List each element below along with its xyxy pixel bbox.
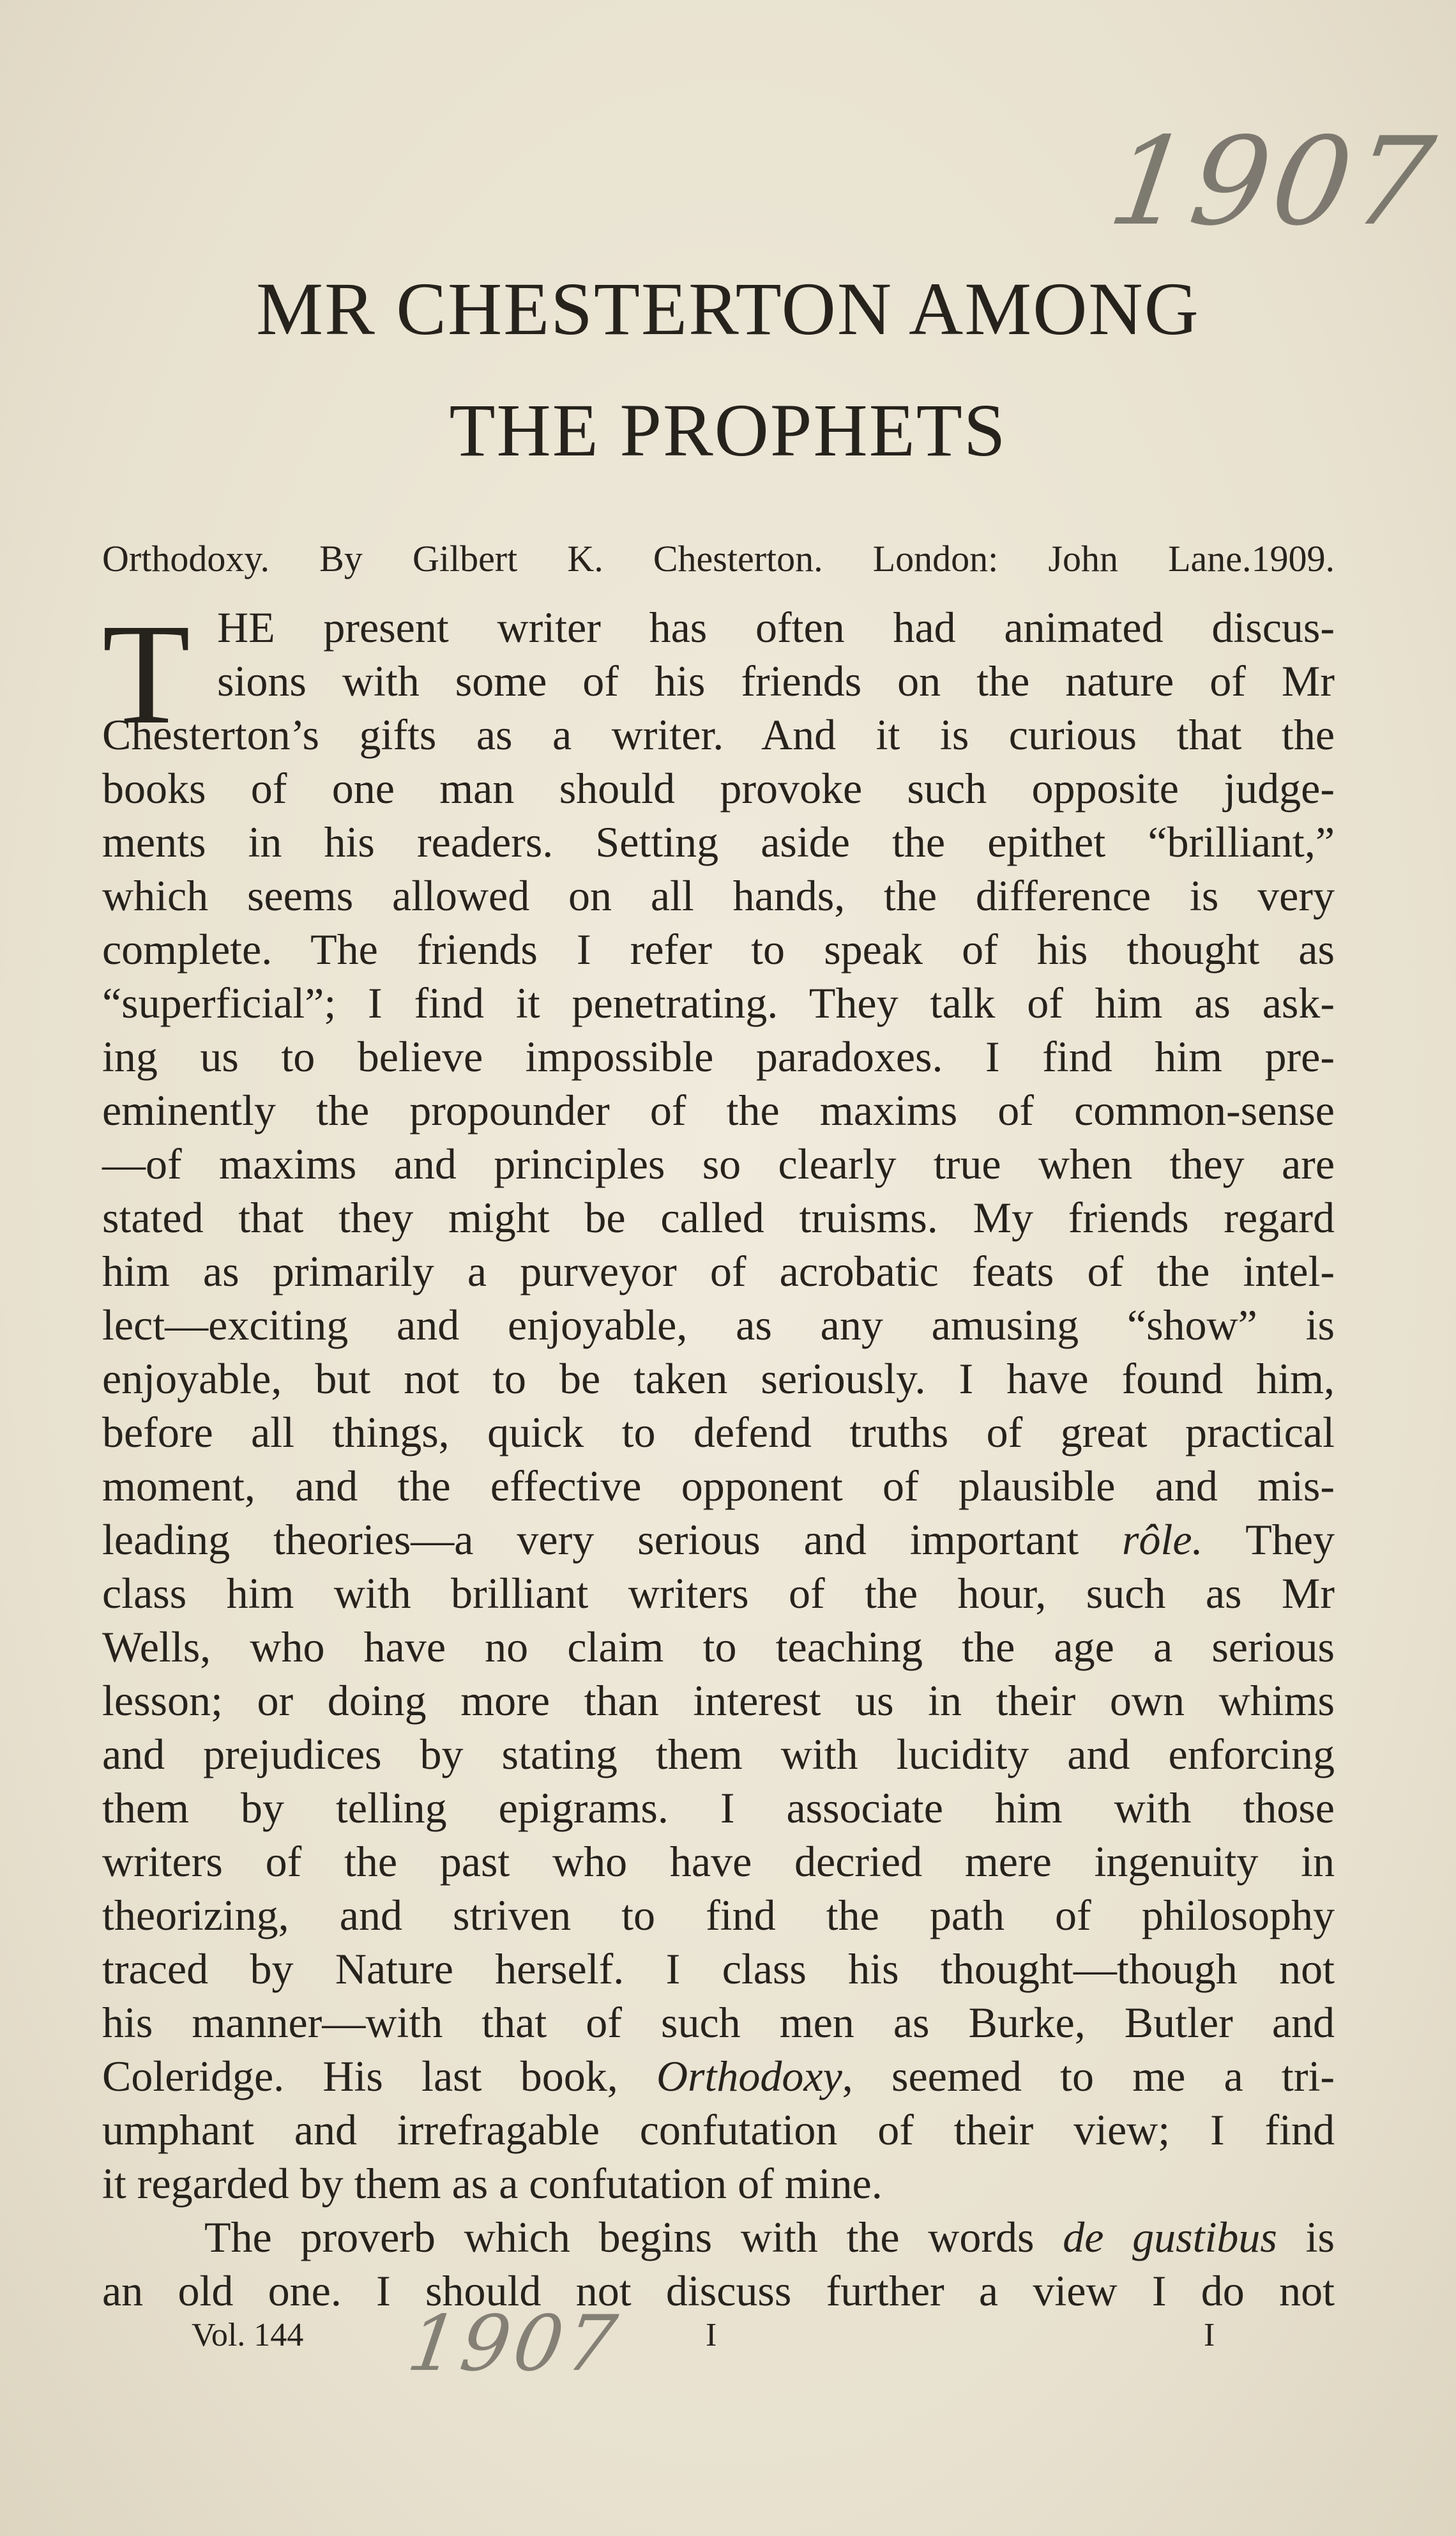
text-line: ments in his readers. Setting aside the epithet “brilliant,” bbox=[102, 818, 1335, 866]
text-line: stated that they might be called truisms. My friends regard bbox=[102, 1193, 1335, 1242]
text-segment: The proverb which begins with the words bbox=[204, 2213, 1063, 2261]
text-line: his manner—with that of such men as Burke, Butler and bbox=[102, 1998, 1335, 2047]
text-line: enjoyable, but not to be taken seriously. I have found him, bbox=[102, 1354, 1335, 1403]
drop-cap: T bbox=[102, 594, 191, 754]
text-line: traced by Nature herself. I class his thought—though not bbox=[102, 1944, 1335, 1993]
text-line: Chesterton’s gifts as a writer. And it is curious that the bbox=[102, 710, 1335, 759]
text-line: them by telling epigrams. I associate him with those bbox=[102, 1784, 1335, 1832]
italic-word: rôle. bbox=[1122, 1515, 1203, 1564]
page-number: I bbox=[1204, 2317, 1215, 2353]
text-line: and prejudices by stating them with lucidity and enforcing bbox=[102, 1730, 1335, 1778]
text-line: books of one man should provoke such opposite judge- bbox=[102, 764, 1335, 813]
text-line: sions with some of his friends on the nature of Mr bbox=[217, 657, 1335, 705]
text-line-with-italic bbox=[102, 2049, 1335, 2103]
text-line: class him with brilliant writers of the hour, such as Mr bbox=[102, 1569, 1335, 1617]
italic-book-title: Orthodoxy bbox=[656, 2052, 842, 2100]
text-segment: They bbox=[1202, 1515, 1335, 1564]
handwritten-year-top: 1907 bbox=[1101, 111, 1446, 252]
text-line: ing us to believe impossible paradoxes. I find him pre- bbox=[102, 1032, 1335, 1081]
text-line: which seems allowed on all hands, the difference is very bbox=[102, 871, 1335, 920]
text-line: lect—exciting and enjoyable, as any amusing “show” is bbox=[102, 1301, 1335, 1349]
text-line: writers of the past who have decried mere ingenuity in bbox=[102, 1837, 1335, 1886]
text-segment: is bbox=[1277, 2213, 1335, 2261]
italic-phrase: de gustibus bbox=[1063, 2213, 1277, 2261]
text-line: eminently the propounder of the maxims of common-sense bbox=[102, 1086, 1335, 1134]
handwritten-year-bottom: 1907 bbox=[402, 2300, 626, 2388]
book-citation: Orthodoxy. By Gilbert K. Chesterton. London: John Lane.1909. bbox=[102, 538, 1335, 579]
article-title-line-1: MR CHESTERTON AMONG bbox=[256, 267, 1200, 351]
article-title-line-2: THE PROPHETS bbox=[449, 388, 1007, 472]
text-line: “superficial”; I find it penetrating. They talk of him as ask- bbox=[102, 979, 1335, 1027]
text-line: complete. The friends I refer to speak of his thought as bbox=[102, 925, 1335, 974]
text-line: —of maxims and principles so clearly true when they are bbox=[102, 1140, 1335, 1188]
text-line: HE present writer has often had animated discus- bbox=[217, 603, 1335, 652]
volume-label: Vol. 144 bbox=[192, 2317, 304, 2353]
text-line: Wells, who have no claim to teaching the age a serious bbox=[102, 1623, 1335, 1671]
signature-mark: I bbox=[706, 2317, 717, 2353]
text-segment: , seemed to me a tri- bbox=[842, 2052, 1335, 2100]
text-line: before all things, quick to defend truths of great practical bbox=[102, 1408, 1335, 1456]
text-line: an old one. I should not discuss further a view I do not bbox=[102, 2266, 1335, 2315]
text-segment: Coleridge. His last book, bbox=[102, 2052, 656, 2100]
text-line: umphant and irrefragable confutation of their view; I find bbox=[102, 2105, 1335, 2154]
text-line: moment, and the effective opponent of plausible and mis- bbox=[102, 1462, 1335, 1510]
text-line-with-italic bbox=[102, 2210, 1335, 2264]
text-line: lesson; or doing more than interest us in their own whims bbox=[102, 1676, 1335, 1725]
article-body bbox=[102, 594, 1335, 2318]
text-line-with-italic bbox=[102, 1513, 1335, 1566]
text-line: it regarded by them as a confutation of mine. bbox=[102, 2159, 883, 2208]
text-line: him as primarily a purveyor of acrobatic feats of the intel- bbox=[102, 1247, 1335, 1295]
text-segment: leading theories—a very serious and important bbox=[102, 1515, 1123, 1564]
text-line: theorizing, and striven to find the path of philosophy bbox=[102, 1891, 1335, 1939]
